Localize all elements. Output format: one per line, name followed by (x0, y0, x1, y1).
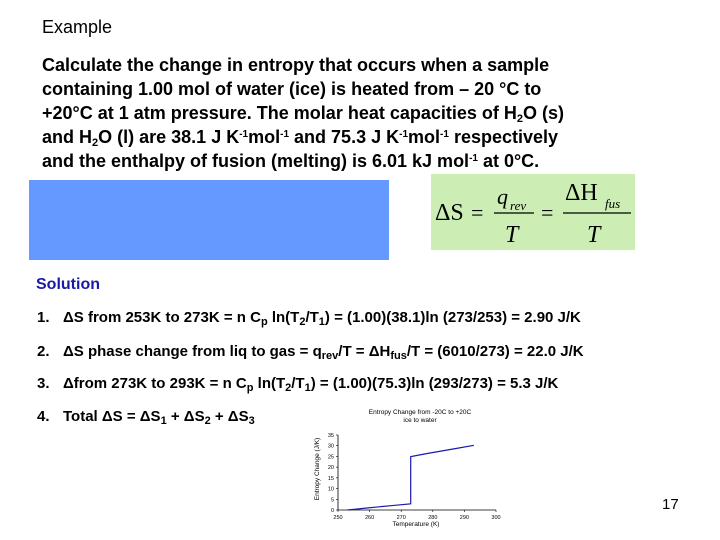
x-tick-label: 270 (396, 515, 406, 521)
chart-ylabel: Entropy Change (J/K) (314, 437, 321, 501)
x-tick-label: 290 (459, 515, 469, 521)
y-tick-label: 20 (327, 465, 334, 472)
step-1: 1. ΔS from 253K to 273K = n $C_p$ $\ln(T_2/T_1) = (1.00)(38.1)\ln$ (273/253) = 2.90 J/K (37, 309, 581, 328)
y-tick-label: 35 (327, 433, 334, 439)
step-4: 4. Total $\Delta S = \Delta S_1 + \Delta S_2 + \Delta S_3$ (37, 408, 255, 427)
entropy-chart (308, 405, 508, 535)
chart-title: Entropy Change from -20C to +20C (368, 409, 472, 416)
x-tick-label: 250 (333, 515, 343, 521)
x-tick-label: 260 (365, 515, 375, 521)
svg-text:ΔH: ΔH (565, 180, 598, 206)
chart-xlabel: Temperature (K) (392, 521, 440, 528)
svg-text:=: = (541, 200, 554, 225)
x-tick-label: 300 (491, 515, 501, 521)
y-tick-label: 0 (330, 508, 334, 514)
y-tick-label: 30 (327, 443, 334, 450)
blue-rectangle (29, 180, 389, 260)
x-tick-label: 280 (428, 515, 438, 521)
y-tick-label: 5 (330, 497, 334, 504)
step-2: 2. ΔS phase change from liq to gas = $q_{rev}/T = \Delta H_{fus}/T = (6010/273) = 22.0$ J/K (37, 343, 584, 362)
y-tick-label: 25 (327, 454, 334, 461)
svg-text:=: = (471, 200, 484, 225)
chart-subtitle: ice to water (403, 417, 437, 424)
y-tick-label: 10 (327, 486, 334, 493)
svg-text:q: q (497, 184, 508, 209)
problem-statement: Calculate the change in entropy that occurs when a sample containing 1.00 mol of water (ice) is heated from – 20 °C to +20°C at 1 atm pressure. The molar heat capacities of $H_2O$ (s) and $H_2O$ (l) are 38.1 J $K^{-1}mol^{-1}$ and 75.3 J $K^{-1}mol^{-1}$ respectively and the enthalpy of fusion (melting) is 6.01 kJ mol$^{-1}$ at 0°C. (42, 55, 565, 171)
slide-heading: Example (42, 17, 113, 37)
svg-text:T: T (587, 222, 601, 248)
svg-text:fus: fus (605, 196, 621, 211)
page-number: 17 (662, 496, 679, 513)
entropy-formula (431, 174, 635, 250)
solution-label: Solution (36, 276, 100, 293)
y-tick-label: 15 (327, 475, 334, 482)
svg-text:T: T (505, 222, 519, 248)
entropy-chart-svg (308, 405, 508, 530)
svg-text:ΔS: ΔS (435, 200, 464, 226)
series-line-1 (348, 445, 474, 510)
step-3: 3. Δfrom 273K to 293K = n $C_p$ $\ln(T_2/T_1) = (1.00)(75.3)\ln$ (293/273) = 5.3 J/K (37, 375, 559, 394)
svg-text:rev: rev (510, 198, 527, 213)
